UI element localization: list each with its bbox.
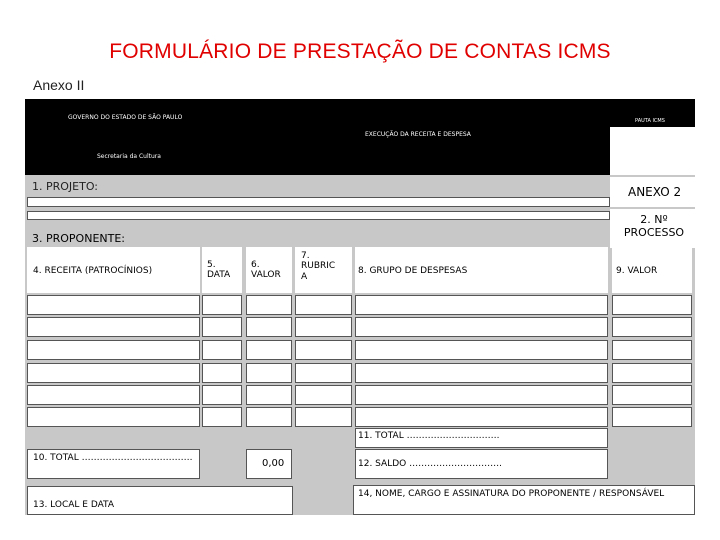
col-data: 5. DATA: [207, 260, 231, 281]
table-cell[interactable]: [202, 295, 242, 315]
table-cell[interactable]: [295, 295, 352, 315]
projeto-field[interactable]: [27, 197, 610, 207]
table-cell[interactable]: [612, 295, 692, 315]
projeto-field-2[interactable]: [27, 211, 610, 220]
table-cell[interactable]: [612, 407, 692, 427]
header-right-label: PAUTA ICMS: [635, 118, 665, 124]
table-cell[interactable]: [295, 317, 352, 337]
table-cell[interactable]: [27, 317, 200, 337]
table-cell[interactable]: [295, 363, 352, 383]
table-cell[interactable]: [246, 363, 292, 383]
table-cell[interactable]: [355, 295, 608, 315]
accounting-form: [25, 99, 695, 515]
local-data-label: 13. LOCAL E DATA: [33, 500, 114, 510]
table-cell[interactable]: [612, 385, 692, 405]
gov-label: GOVERNO DO ESTADO DE SÃO PAULO: [68, 114, 183, 121]
anexo2-label: ANEXO 2: [628, 185, 682, 199]
table-cell[interactable]: [355, 385, 608, 405]
table-cell[interactable]: [355, 317, 608, 337]
table-cell[interactable]: [246, 407, 292, 427]
table-cell[interactable]: [202, 385, 242, 405]
table-cell[interactable]: [27, 385, 200, 405]
proponente-label: 3. PROPONENTE:: [32, 232, 126, 245]
col-rubrica: 7. RUBRIC A: [301, 251, 336, 282]
table-cell[interactable]: [612, 340, 692, 360]
table-cell[interactable]: [295, 385, 352, 405]
table-cell[interactable]: [202, 407, 242, 427]
table-cell[interactable]: [27, 363, 200, 383]
table-cell[interactable]: [27, 340, 200, 360]
annex-label: Anexo II: [33, 77, 85, 93]
table-cell[interactable]: [202, 340, 242, 360]
execucao-label: EXECUÇÃO DA RECEITA E DESPESA: [365, 131, 471, 138]
form-title: FORMULÁRIO DE PRESTAÇÃO DE CONTAS ICMS: [109, 40, 611, 63]
table-cell[interactable]: [355, 363, 608, 383]
table-cell[interactable]: [27, 407, 200, 427]
table-cell[interactable]: [295, 340, 352, 360]
header-blank-box: [610, 127, 695, 175]
table-cell[interactable]: [202, 363, 242, 383]
table-cell[interactable]: [27, 295, 200, 315]
table-cell[interactable]: [246, 317, 292, 337]
table-cell[interactable]: [612, 363, 692, 383]
col-grupo: 8. GRUPO DE DESPESAS: [358, 266, 468, 276]
processo-label: 2. Nº PROCESSO: [623, 213, 685, 239]
table-cell[interactable]: [246, 340, 292, 360]
table-cell[interactable]: [202, 317, 242, 337]
table-cell[interactable]: [295, 407, 352, 427]
projeto-label: 1. PROJETO:: [32, 180, 99, 193]
table-cell[interactable]: [612, 317, 692, 337]
table-cell[interactable]: [246, 295, 292, 315]
table-cell[interactable]: [246, 385, 292, 405]
table-cell[interactable]: [355, 407, 608, 427]
header-band-lower: [25, 127, 610, 175]
col-receita: 4. RECEITA (PATROCÍNIOS): [33, 266, 153, 276]
table-cell[interactable]: [355, 340, 608, 360]
col-valor9: 9. VALOR: [616, 266, 658, 276]
saldo-label: 12. SALDO ………………………….: [358, 459, 502, 469]
total11-label: 11. TOTAL ………………………….: [358, 431, 500, 441]
total10-value: 0,00: [262, 458, 285, 469]
col-valor: 6. VALOR: [251, 260, 281, 281]
secretaria-label: Secretaria da Cultura: [97, 153, 161, 160]
assinatura-label: 14, NOME, CARGO E ASSINATURA DO PROPONENTE / RESPONSÁVEL: [358, 489, 665, 499]
total10-label: 10. TOTAL ……………………………….: [33, 453, 193, 463]
header-band: [25, 99, 695, 127]
